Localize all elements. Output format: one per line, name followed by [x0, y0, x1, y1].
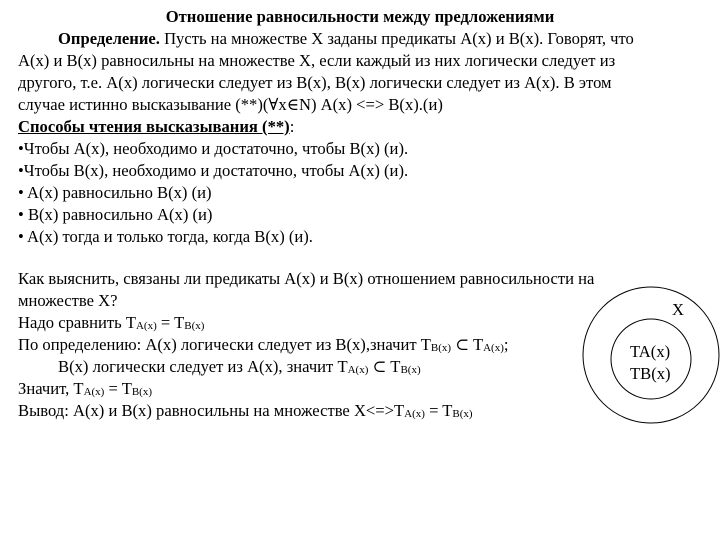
compare-eq: = T: [156, 313, 185, 332]
second-step-subset: ⊂ T: [368, 357, 401, 376]
def-step-sub-b: B(x): [430, 342, 452, 354]
definition-line-4: случае истинно высказывание (**)(∀x∈N) A(x) <=> B(x).(и): [18, 95, 443, 114]
reading-heading-text: Способы чтения высказывания (**): [18, 117, 290, 136]
definition-line-2: A(x) и B(x) равносильны на множестве X, если каждый из них логически следует из: [18, 51, 616, 70]
means-sub-b: B(x): [131, 386, 153, 398]
definition-text-1: Пусть на множестве X заданы предикаты A(x) и B(x). Говорят, что: [159, 29, 634, 48]
means-text: Значит, T: [18, 379, 84, 398]
reading-heading-colon: :: [289, 117, 295, 136]
compare-text: Надо сравнить T: [18, 313, 136, 332]
means-eq: = T: [104, 379, 132, 398]
compare-sub-b: B(x): [184, 320, 205, 332]
reading-item: • A(x) равносильно B(x) (и): [18, 183, 212, 202]
reading-item: • A(x) тогда и только тогда, когда B(x) (и).: [18, 227, 313, 246]
reading-item: • B(x) равносильно A(x) (и): [18, 205, 213, 224]
reading-item: •Чтобы A(x), необходимо и достаточно, чтобы B(x) (и).: [18, 139, 409, 158]
conclusion-text: Вывод: A(x) и B(x) равносильны на множестве X<=>T: [18, 401, 405, 420]
def-step-subset: ⊂ T: [451, 335, 484, 354]
means-sub-a: A(x): [83, 386, 105, 398]
inner-set-label-a: TA(x): [630, 342, 671, 361]
second-step-sub-b: B(x): [400, 364, 421, 376]
definition-label: Определение.: [58, 29, 160, 48]
outer-set-label: X: [672, 300, 684, 319]
second-step-sub-a: A(x): [347, 364, 369, 376]
def-step-end: ;: [503, 335, 509, 354]
page-title: Отношение равносильности между предложениями: [165, 7, 555, 26]
question-line-1: Как выяснить, связаны ли предикаты A(x) и B(x) отношением равносильности на: [18, 269, 595, 288]
def-step-text: По определению: A(x) логически следует из B(x),значит T: [18, 335, 431, 354]
conclusion-sub-b: B(x): [452, 408, 473, 420]
second-step-text: B(x) логически следует из A(x), значит T: [58, 357, 348, 376]
def-step-sub-a: A(x): [483, 342, 504, 354]
compare-sub-a: A(x): [135, 320, 157, 332]
conclusion-eq: = T: [424, 401, 453, 420]
conclusion-sub-a: A(x): [404, 408, 425, 420]
definition-line-3: другого, т.е. A(x) логически следует из B(x), B(x) логически следует из A(x). В этом: [18, 73, 612, 92]
inner-set-label-b: TB(x): [630, 364, 671, 383]
question-line-2: множестве X?: [18, 291, 118, 310]
reading-item: •Чтобы B(x), необходимо и достаточно, чтобы A(x) (и).: [18, 161, 409, 180]
